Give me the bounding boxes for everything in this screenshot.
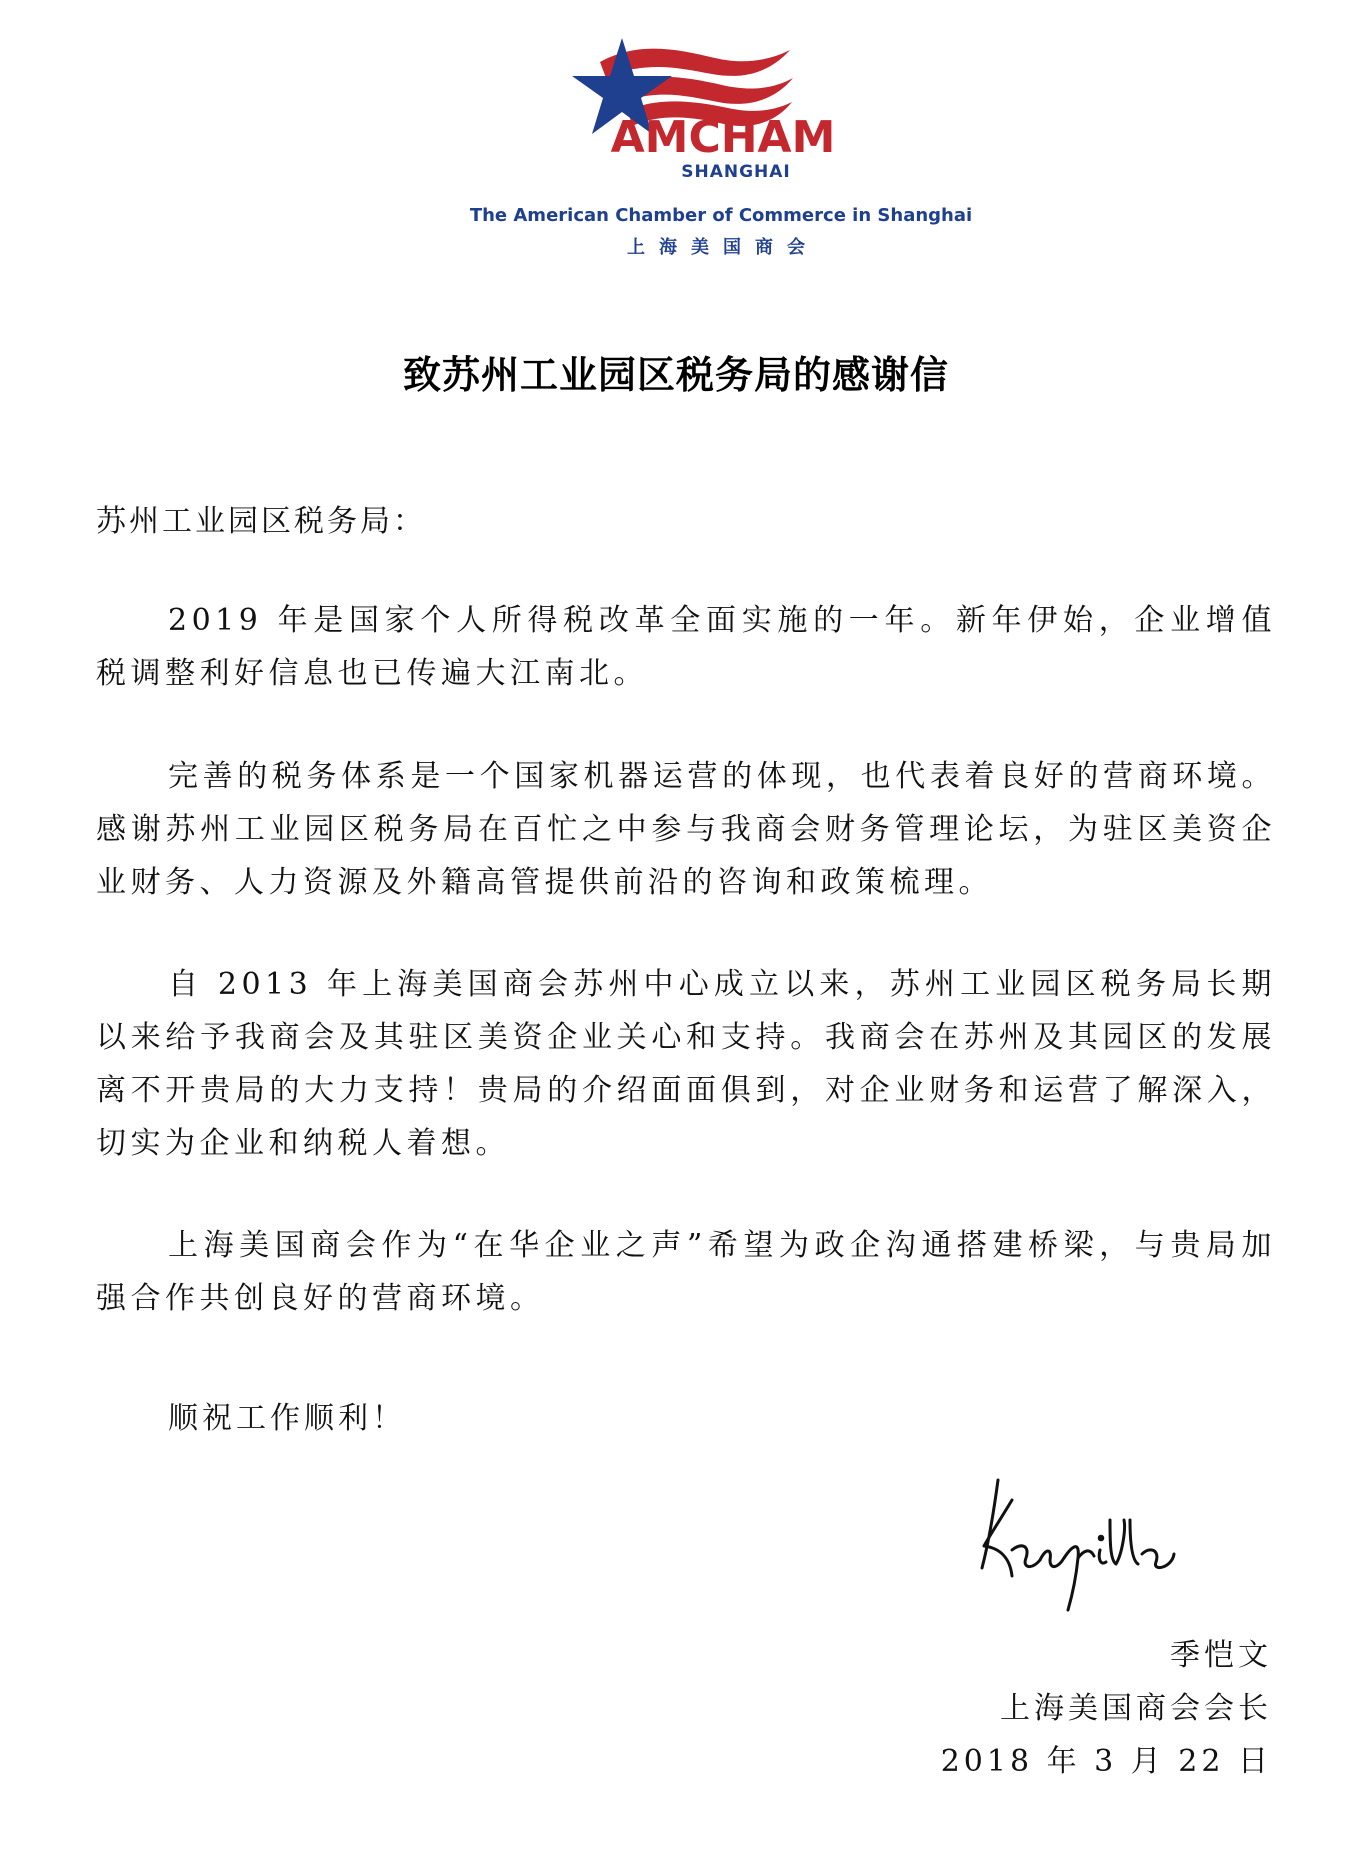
signatory-title: 上海美国商会会长 xyxy=(1000,1691,1272,1726)
paragraph-3: 自 2013 年上海美国商会苏州中心成立以来，苏州工业园区税务局长期以来给予我商会及其驻区美资企业关心和支持。我商会在苏州及其园区的发展离不开贵局的大力支持！贵局的介绍面面俱到，对企业财务和运营了解深入，切实为企业和纳税人着想。 xyxy=(96,967,1276,1161)
letter-date: 2018 年 3 月 22 日 xyxy=(940,1744,1272,1779)
paragraph-4: 上海美国商会作为“在华企业之声”希望为政企沟通搭建桥梁，与贵局加强合作共创良好的营商环境。 xyxy=(96,1228,1276,1316)
paragraph-1: 2019 年是国家个人所得税改革全面实施的一年。新年伊始，企业增值税调整利好信息也已传遍大江南北。 xyxy=(96,603,1276,691)
logo-org-name-en: The American Chamber of Commerce in Shanghai xyxy=(469,205,973,226)
logo-wordmark: AMCHAM xyxy=(610,112,836,163)
paragraph-2: 完善的税务体系是一个国家机器运营的体现，也代表着良好的营商环境。感谢苏州工业园区税务局在百忙之中参与我商会财务管理论坛，为驻区美资企业财务、人力资源及外籍高管提供前沿的咨询和政策梳理。 xyxy=(96,759,1276,900)
handwritten-signature xyxy=(960,1450,1230,1615)
closing: 顺祝工作顺利！ xyxy=(168,1401,406,1436)
letter-title: 致苏州工业园区税务局的感谢信 xyxy=(402,353,949,397)
logo-city: SHANGHAI xyxy=(681,162,791,182)
signatory-name: 季恺文 xyxy=(1170,1638,1272,1673)
logo-org-name-cn: 上海美国商会 xyxy=(627,237,819,258)
letterhead-logo xyxy=(0,0,1352,270)
salutation: 苏州工业园区税务局： xyxy=(96,504,426,539)
